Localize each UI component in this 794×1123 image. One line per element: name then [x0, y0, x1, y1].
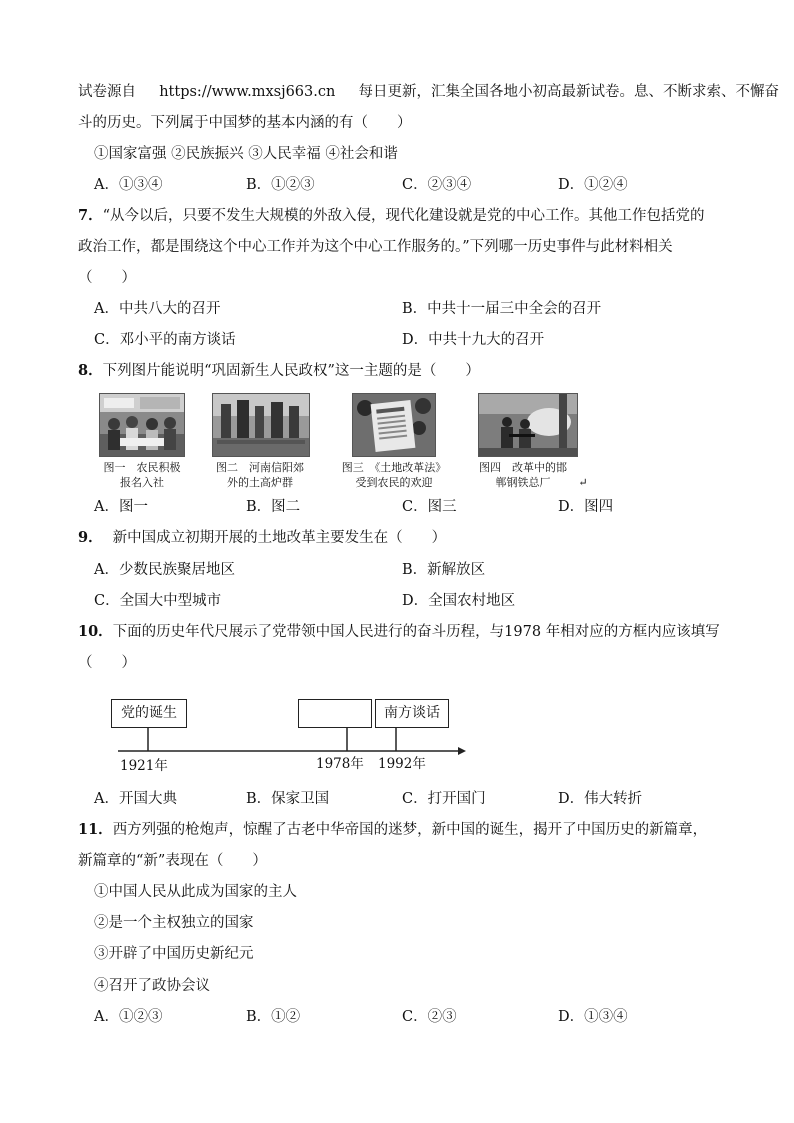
q9-option-d[interactable]: D．全国农村地区 — [402, 593, 516, 609]
q7-line2: 政治工作，都是围绕这个中心工作并为这个中心工作服务的。”下列哪一历史事件与此材料相关 — [78, 239, 673, 255]
q11-line2: 新篇章的“新”表现在（ ） — [78, 853, 267, 869]
source-url[interactable]: https://www.mxsj663.cn — [159, 84, 336, 100]
q11-item-2: ②是一个主权独立的国家 — [94, 915, 254, 931]
source-tail: 每日更新，汇集全国各地小初高最新试卷。息、不断求索、不懈奋 — [358, 84, 780, 100]
q7-text1: “从今以后，只要不发生大规模的外敌入侵，现代化建设就是党的中心工作。其他工作包括党的 — [102, 208, 705, 224]
q9-option-a[interactable]: A．少数民族聚居地区 — [94, 562, 235, 578]
q8-option-b[interactable]: B．图二 — [246, 499, 301, 515]
q10-option-d[interactable]: D．伟大转折 — [558, 791, 643, 807]
q7-option-b[interactable]: B．中共十一届三中全会的召开 — [402, 301, 602, 317]
q6-option-a[interactable]: A．①③④ — [94, 177, 163, 193]
q6-option-c[interactable]: C．②③④ — [402, 177, 472, 193]
photo-furnace-group — [212, 393, 310, 457]
q9-option-c[interactable]: C．全国大中型城市 — [94, 593, 222, 609]
q7-option-d[interactable]: D．中共十九大的召开 — [402, 332, 545, 348]
q11-item-1: ①中国人民从此成为国家的主人 — [94, 884, 297, 900]
q8-option-a[interactable]: A．图一 — [94, 499, 148, 515]
q9-number: 9． — [78, 529, 103, 546]
q7-line3: （ ） — [78, 270, 136, 286]
timeline-year-1992: 1992年 — [378, 756, 426, 772]
q8-line1 — [78, 361, 480, 381]
q7-number: 7． — [78, 207, 103, 224]
timeline-box-blank[interactable] — [298, 699, 372, 728]
source-label: 试卷源自 — [78, 84, 136, 100]
q7-option-c[interactable]: C．邓小平的南方谈话 — [94, 332, 236, 348]
timeline-box-southern-tour: 南方谈话 — [375, 699, 449, 728]
q10-option-c[interactable]: C．打开国门 — [402, 791, 486, 807]
q6-option-b[interactable]: B．①②③ — [246, 177, 315, 193]
q8-text1: 下列图片能说明“巩固新生人民政权”这一主题的是（ ） — [102, 363, 480, 379]
q11-option-b[interactable]: B．①② — [246, 1009, 301, 1025]
q6-items: ①国家富强 ②民族振兴 ③人民幸福 ④社会和谐 — [94, 146, 398, 162]
return-mark: ↵ — [578, 476, 588, 489]
q6-text: 斗的历史。下列属于中国梦的基本内涵的有（ ） — [78, 115, 412, 131]
photo-land-reform-law — [352, 393, 436, 457]
photo-farmers-joining-cooperative — [99, 393, 185, 457]
q8-option-d[interactable]: D．图四 — [558, 499, 614, 515]
q10-line1 — [78, 622, 720, 642]
source-line — [78, 82, 779, 102]
q11-text1: 西方列强的枪炮声，惊醒了古老中华帝国的迷梦，新中国的诞生，揭开了中国历史的新篇章， — [112, 822, 708, 838]
q10-text1: 下面的历史年代尺展示了党带领中国人民进行的奋斗历程，与1978 年相对应的方框内应该填写 — [112, 624, 720, 640]
q8-number: 8． — [78, 362, 103, 379]
timeline-box-party-birth: 党的诞生 — [111, 699, 187, 728]
q9-option-b[interactable]: B．新解放区 — [402, 562, 486, 578]
q9-line1 — [78, 528, 446, 548]
q8-option-c[interactable]: C．图三 — [402, 499, 457, 515]
q11-option-c[interactable]: C．②③ — [402, 1009, 457, 1025]
caption-photo-4: 图四 改革中的邯 郸钢铁总厂 — [479, 461, 567, 489]
timeline-year-1921: 1921年 — [120, 758, 168, 774]
q7-line1 — [78, 206, 705, 226]
q11-item-4: ④召开了政协会议 — [94, 978, 210, 994]
q10-option-a[interactable]: A．开国大典 — [94, 791, 177, 807]
q11-number: 11． — [78, 821, 113, 838]
q7-option-a[interactable]: A．中共八大的召开 — [94, 301, 221, 317]
q11-option-a[interactable]: A．①②③ — [94, 1009, 163, 1025]
timeline-year-1978: 1978年 — [316, 756, 364, 772]
q11-item-3: ③开辟了中国历史新纪元 — [94, 946, 254, 962]
caption-photo-3: 图三 《土地改革法》 受到农民的欢迎 — [341, 461, 447, 489]
q11-line1 — [78, 820, 707, 840]
caption-photo-2: 图二 河南信阳郊 外的土高炉群 — [216, 461, 304, 489]
q10-option-b[interactable]: B．保家卫国 — [246, 791, 330, 807]
caption-photo-1: 图一 农民积极 报名入社 — [103, 461, 181, 489]
q11-option-d[interactable]: D．①③④ — [558, 1009, 628, 1025]
photo-steel-plant — [478, 393, 578, 457]
q10-line2: （ ） — [78, 655, 136, 671]
q6-option-d[interactable]: D．①②④ — [558, 177, 628, 193]
q10-number: 10． — [78, 623, 113, 640]
q9-text1: 新中国成立初期开展的土地改革主要发生在（ ） — [112, 530, 447, 546]
